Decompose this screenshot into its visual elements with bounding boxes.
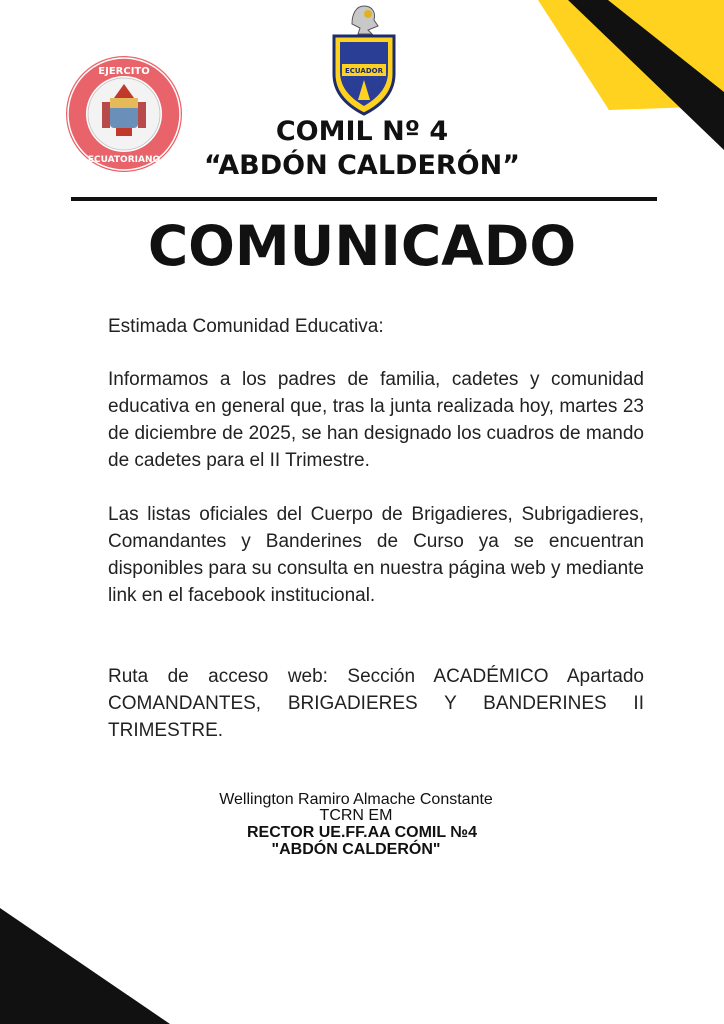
- paragraph-2: Las listas oficiales del Cuerpo de Brigadieres, Subrigadieres, Comandantes y Banderines de Curso ya se encuentran disponibles para su consulta en nuestra página web y mediante link en el facebook institucional.: [108, 504, 644, 606]
- header-divider: [71, 197, 657, 201]
- signature-role-line1: RECTOR UE.FF.AA COMIL №4: [247, 824, 477, 841]
- svg-text:ECUADOR: ECUADOR: [345, 67, 383, 75]
- corner-decoration-bottom-left: [0, 884, 190, 1024]
- page-title: COMUNICADO: [147, 214, 577, 278]
- signature-rank: TCRN EM: [319, 807, 393, 824]
- salutation: Estimada Comunidad Educativa:: [108, 316, 384, 337]
- svg-text:EJERCITO: EJERCITO: [98, 66, 150, 77]
- signature-name: Wellington Ramiro Almache Constante: [219, 791, 493, 808]
- school-name-line2: “ABDÓN CALDERÓN”: [204, 150, 520, 181]
- colegio-militar-shield-icon: [328, 4, 400, 116]
- svg-text:ECUATORIANO: ECUATORIANO: [87, 155, 161, 165]
- paragraph-3: Ruta de acceso web: Sección ACADÉMICO Apartado COMANDANTES, BRIGADIERES Y BANDERINES II TRIMESTRE.: [108, 666, 644, 741]
- paragraph-1: Informamos a los padres de familia, cadetes y comunidad educativa en general que, tras la junta realizada hoy, martes 23 de diciembre de 2025, se han designado los cuadros de mando de cadetes para el II Trimestre.: [108, 369, 644, 471]
- signature-role-line2: "ABDÓN CALDERÓN": [271, 841, 441, 858]
- school-name-line1: COMIL Nº 4: [275, 116, 449, 147]
